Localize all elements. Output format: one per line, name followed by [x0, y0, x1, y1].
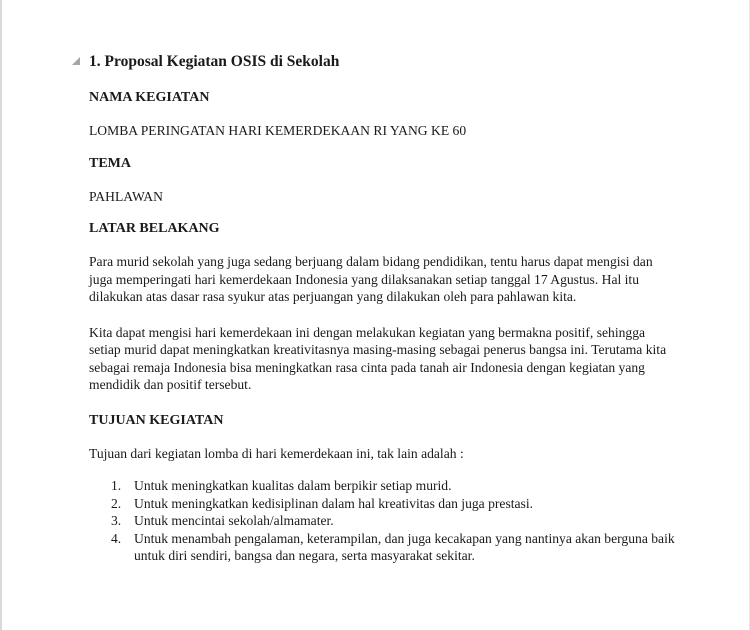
list-item: [89, 477, 679, 495]
tujuan-list: [89, 477, 679, 565]
list-item: [89, 512, 679, 530]
list-item: [89, 495, 679, 513]
heading-tujuan-kegiatan: TUJUAN KEGIATAN: [89, 412, 224, 428]
list-item-number: 3.: [111, 513, 122, 528]
heading-tema: TEMA: [89, 155, 131, 171]
list-item-number: 4.: [111, 530, 122, 546]
document-content: [89, 52, 679, 565]
list-item-number: 2.: [111, 495, 122, 511]
latar-belakang-paragraph-1: Para murid sekolah yang juga sedang berjuang dalam bidang pendidikan, tentu harus dapat mengisi dan juga memperingati hari kemerdekaan Indonesia yang dilaksanakan setiap tanggal 17 Agustus. Hal itu dilakukan atas dasar rasa syukur atas perjuangan yang dilakukan oleh para pahlawan kita.: [89, 254, 653, 304]
collapse-triangle-icon[interactable]: [71, 56, 81, 66]
nama-kegiatan-text: LOMBA PERINGATAN HARI KEMERDEKAAN RI YANG KE 60: [89, 123, 467, 138]
tema-text: PAHLAWAN: [89, 188, 163, 204]
list-item-number: 1.: [111, 478, 122, 493]
list-item-text: Untuk menambah pengalaman, keterampilan, dan juga kecakapan yang nantinya akan berguna baik untuk diri sendiri, bangsa dan negara, serta masyarakat sekitar.: [134, 530, 675, 563]
heading-latar-belakang: LATAR BELAKANG: [89, 221, 220, 236]
list-item-text: Untuk meningkatkan kualitas dalam berpikir setiap murid.: [134, 478, 452, 493]
latar-belakang-paragraph-2: Kita dapat mengisi hari kemerdekaan ini dengan melakukan kegiatan yang bermakna positif, sehingga setiap murid dapat meningkatkan kreativitasnya masing-masing sebagai penerus bangsa ini. Terutama kita sebagai remaja Indonesia bisa meningkatkan rasa cinta pada tanah air Indonesia dengan kegiatan yang mendidik dan positif tersebut.: [89, 324, 667, 392]
list-item: [89, 530, 679, 565]
page-left-border: [0, 0, 2, 630]
list-item-text: Untuk mencintai sekolah/almamater.: [134, 513, 334, 528]
list-item-text: Untuk meningkatkan kedisiplinan dalam hal kreativitas dan juga prestasi.: [134, 495, 534, 511]
tujuan-intro: Tujuan dari kegiatan lomba di hari kemerdekaan ini, tak lain adalah :: [89, 445, 464, 461]
section-title: 1. Proposal Kegiatan OSIS di Sekolah: [89, 53, 340, 70]
heading-nama-kegiatan: NAMA KEGIATAN: [89, 90, 210, 105]
